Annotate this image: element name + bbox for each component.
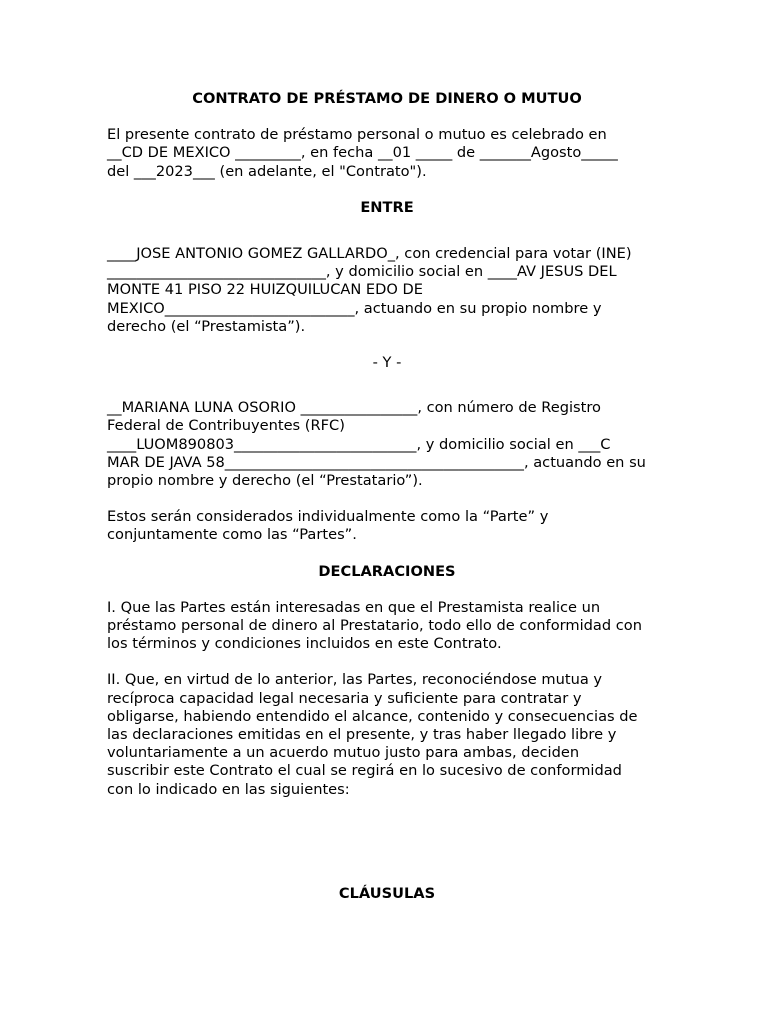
spacer — [107, 372, 667, 390]
spacer — [107, 545, 667, 563]
prestatario-paragraph: __MARIANA LUNA OSORIO ________________, con número de Registro Federal de Contribuyentes (RFC) ____LUOM890803_________________________, y domicilio social en ___C MAR DE JAVA 58_________________________________________, actuando en su propio nombre y derecho (el “Prestatario”). — [107, 399, 646, 490]
spacer — [107, 181, 667, 199]
spacer — [107, 581, 667, 599]
entre-heading: ENTRE — [360, 198, 414, 216]
document-body — [107, 90, 667, 903]
declaracion-1-paragraph: I. Que las Partes están interesadas en que el Prestamista realice un préstamo personal de dinero al Prestatario, todo ello de conformidad con los términos y condiciones incluidos en este Contrato. — [107, 598, 642, 653]
spacer — [107, 390, 667, 399]
partes-paragraph: Estos serán considerados individualmente como la “Parte” y conjuntamente como las “Partes”. — [107, 508, 549, 544]
prestamista-paragraph: ____JOSE ANTONIO GOMEZ GALLARDO_, con credencial para votar (INE) ______________________________, y domicilio social en ____AV JESUS DEL MONTE 41 PISO 22 HUIZQUILUCAN EDO DE MEXICO__________________________, actuando en su propio nombre y derecho (el “Prestamista”). — [107, 245, 632, 335]
separator-y: - Y - — [372, 354, 402, 372]
spacer — [107, 217, 667, 245]
spacer — [107, 653, 667, 671]
clausulas-heading: CLÁUSULAS — [338, 884, 436, 902]
spacer — [107, 799, 667, 885]
intro-paragraph: El presente contrato de préstamo personal o mutuo es celebrado en __CD DE MEXICO _________, en fecha __01 _____ de _______Agosto_____ del ___2023___ (en adelante, el "Contrato"). — [107, 126, 618, 180]
declaraciones-heading: DECLARACIONES — [318, 562, 456, 580]
declaracion-2-paragraph: II. Que, en virtud de lo anterior, las Partes, reconociéndose mutua y recíproca capacidad legal necesaria y suficiente para contratar y obligarse, habiendo entendido el alcance, contenido y consecuencias de las declaraciones emitidas en el presente, y tras haber llegado libre y voluntariamente a un acuerdo mutuo justo para ambas, deciden suscribir este Contrato el cual se regirá en lo sucesivo de conformidad con lo indicado en las siguientes: — [107, 671, 638, 798]
spacer — [107, 490, 667, 508]
document-title: CONTRATO DE PRÉSTAMO DE DINERO O MUTUO — [192, 90, 582, 107]
spacer — [107, 336, 667, 354]
spacer — [107, 108, 667, 126]
